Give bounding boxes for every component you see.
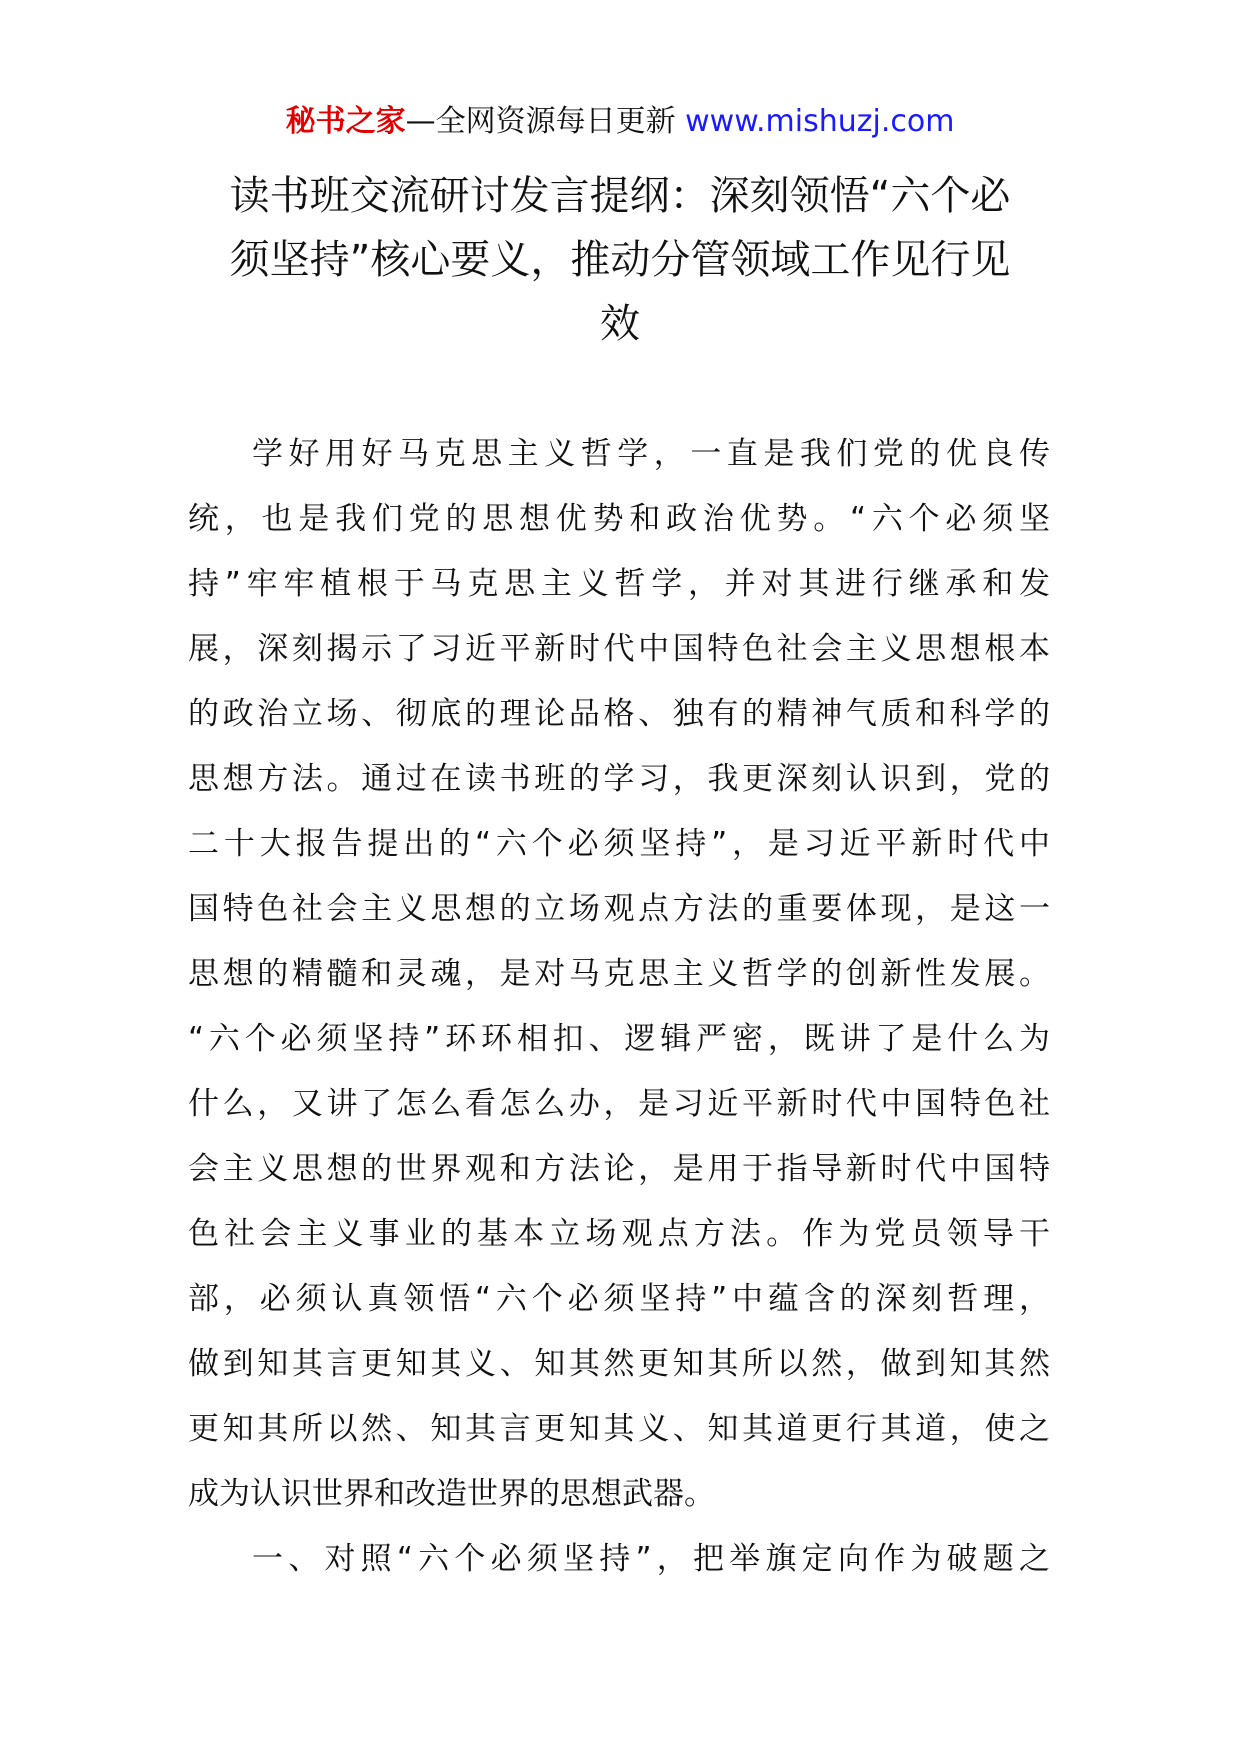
body-paragraph — [188, 422, 1050, 1592]
body-line: 部，必须认真领悟“六个必须坚持”中蕴含的深刻哲理， — [188, 1281, 1050, 1317]
header-dash: — — [405, 104, 436, 139]
body-line: 思想方法。通过在读书班的学习，我更深刻认识到，党的 — [188, 761, 1050, 797]
body-line: 什么，又讲了怎么看怎么办，是习近平新时代中国特色社 — [188, 1086, 1050, 1122]
body-line: 的政治立场、彻底的理论品格、独有的精神气质和科学的 — [188, 696, 1050, 732]
site-header — [0, 100, 1240, 144]
body-line: 学好用好马克思主义哲学，一直是我们党的优良传 — [252, 436, 1050, 472]
brand-name: 秘书之家 — [285, 104, 406, 139]
body-line: 成为认识世界和改造世界的思想武器。 — [188, 1476, 715, 1512]
header-slogan: 全网资源每日更新 — [435, 104, 686, 139]
site-url[interactable]: www.mishuzj.com — [685, 104, 955, 139]
body-line: 思想的精髓和灵魂，是对马克思主义哲学的创新性发展。 — [188, 956, 1050, 992]
body-line: 展，深刻揭示了习近平新时代中国特色社会主义思想根本 — [188, 631, 1050, 667]
title-line: 须坚持”核心要义，推动分管领域工作见行见 — [229, 237, 1011, 283]
body-line: 色社会主义事业的基本立场观点方法。作为党员领导干 — [188, 1216, 1050, 1252]
document-title — [205, 164, 1035, 356]
body-line: 会主义思想的世界观和方法论，是用于指导新时代中国特 — [188, 1151, 1050, 1187]
body-line: 更知其所以然、知其言更知其义、知其道更行其道，使之 — [188, 1411, 1050, 1447]
body-line: 做到知其言更知其义、知其然更知其所以然，做到知其然 — [188, 1346, 1050, 1382]
body-line: 二十大报告提出的“六个必须坚持”，是习近平新时代中 — [188, 826, 1050, 862]
title-line: 读书班交流研讨发言提纲：深刻领悟“六个必 — [229, 173, 1011, 219]
title-line: 效 — [600, 301, 640, 347]
body-line: 统，也是我们党的思想优势和政治优势。“六个必须坚 — [188, 501, 1050, 537]
body-line: “六个必须坚持”环环相扣、逻辑严密，既讲了是什么为 — [188, 1021, 1050, 1057]
body-line: 持”牢牢植根于马克思主义哲学，并对其进行继承和发 — [188, 566, 1050, 602]
body-line: 国特色社会主义思想的立场观点方法的重要体现，是这一 — [188, 891, 1050, 927]
section-heading: 一、对照“六个必须坚持”，把举旗定向作为破题之 — [252, 1541, 1050, 1577]
